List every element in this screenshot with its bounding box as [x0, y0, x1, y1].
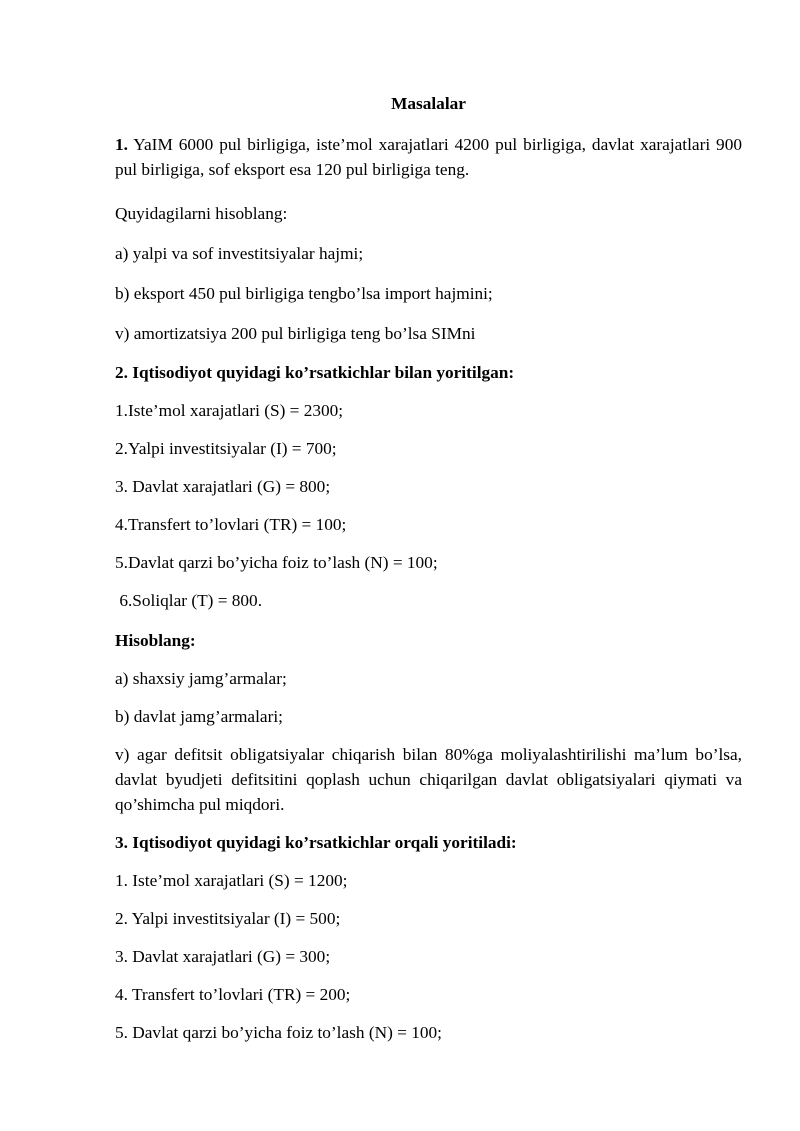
problem2-indicator-4: 4.Transfert to’lovlari (TR) = 100;: [115, 515, 347, 534]
problem2-indicator-6: 6.Soliqlar (T) = 800.: [115, 591, 263, 610]
document-page: [115, 0, 742, 1131]
problem2-indicator-3: 3. Davlat xarajatlari (G) = 800;: [115, 477, 331, 496]
problem2-prompt: Hisoblang:: [115, 631, 196, 650]
problem2-item-a: a) shaxsiy jamg’armalar;: [115, 669, 287, 688]
problem2-indicator-1: 1.Iste’mol xarajatlari (S) = 2300;: [115, 401, 344, 420]
problem1-text: YaIM 6000 pul birligiga, iste’mol xarajatlari 4200 pul birligiga, davlat xarajatlari 900 pul birligiga, sof eksport esa 120 pul birligiga teng.: [115, 135, 742, 179]
problem1-item-v: v) amortizatsiya 200 pul birligiga teng bo’lsa SIMni: [115, 324, 476, 343]
problem3-indicator-2: 2. Yalpi investitsiyalar (I) = 500;: [115, 909, 341, 928]
problem3-heading: 3. Iqtisodiyot quyidagi ko’rsatkichlar orqali yoritiladi:: [115, 833, 517, 852]
problem3-indicator-4: 4. Transfert to’lovlari (TR) = 200;: [115, 985, 351, 1004]
problem2-heading: 2. Iqtisodiyot quyidagi ko’rsatkichlar bilan yoritilgan:: [115, 363, 515, 382]
problem1-item-a: a) yalpi va sof investitsiyalar hajmi;: [115, 244, 364, 263]
problem1-prompt: Quyidagilarni hisoblang:: [115, 204, 288, 223]
problem2-item-v: v) agar defitsit obligatsiyalar chiqarish bilan 80%ga moliyalashtirilishi ma’lum bo’lsa, davlat byudjeti defitsitini qoplash uchun chiqarilgan davlat obligatsiyalari qiymati va qo’shimcha pul miqdori.: [115, 745, 742, 814]
page-title: Masalalar: [391, 94, 466, 113]
problem2-item-b: b) davlat jamg’armalari;: [115, 707, 283, 726]
problem1-statement: [115, 132, 742, 182]
problem3-indicator-3: 3. Davlat xarajatlari (G) = 300;: [115, 947, 331, 966]
problem1-number: 1.: [115, 135, 128, 154]
problem3-indicator-5: 5. Davlat qarzi bo’yicha foiz to’lash (N) = 100;: [115, 1023, 442, 1042]
problem3-indicator-1: 1. Iste’mol xarajatlari (S) = 1200;: [115, 871, 348, 890]
problem2-indicator-2: 2.Yalpi investitsiyalar (I) = 700;: [115, 439, 337, 458]
problem1-item-b: b) eksport 450 pul birligiga tengbo’lsa import hajmini;: [115, 284, 493, 303]
problem2-indicator-5: 5.Davlat qarzi bo’yicha foiz to’lash (N) = 100;: [115, 553, 438, 572]
